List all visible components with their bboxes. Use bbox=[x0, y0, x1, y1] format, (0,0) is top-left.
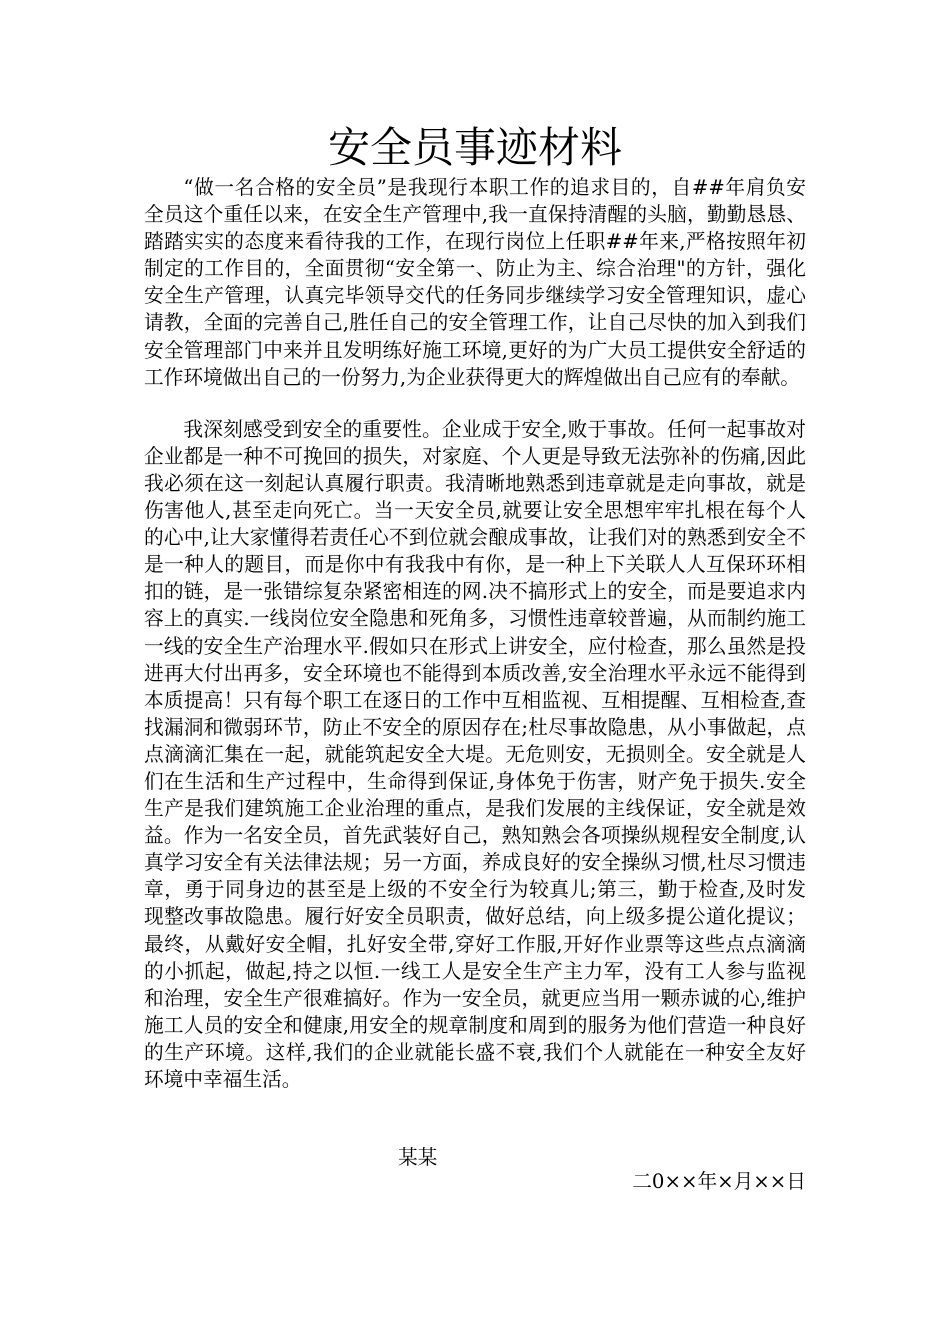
paragraph-2: 我深刻感受到安全的重要性。企业成于安全,败于事故。任何一起事故对企业都是一种不可挽回的损失，对家庭、个人更是导致无法弥补的伤痛,因此我必须在这一刻起认真履行职责。我清晰地熟悉到违章就是走向事故，就是伤害他人,甚至走向死亡。当一天安全员,就要让安全思想牢牢扎根在每个人的心中,让大家懂得若责任心不到位就会酿成事故，让我们对的熟悉到安全不是一种人的题目，而是你中有我我中有你，是一种上下关联人人互保环环相扣的链，是一张错综复杂紧密相连的网.决不搞形式上的安全，而是要追求内容上的真实.一线岗位安全隐患和死角多，习惯性违章较普遍，从而制约施工一线的安全生产治理水平.假如只在形式上讲安全，应付检查，那么虽然是投进再大付出再多，安全环境也不能得到本质改善,安全治理水平永远不能得到本质提高！只有每个职工在逐日的工作中互相监视、互相提醒、互相检查,查找漏洞和微弱环节，防止不安全的原因存在;杜尽事故隐患，从小事做起，点点滴滴汇集在一起，就能筑起安全大堤。无危则安，无损则全。安全就是人们在生活和生产过程中，生命得到保证,身体免于伤害，财产免于损失.安全生产是我们建筑施工企业治理的重点，是我们发展的主线保证，安全就是效益。作为一名安全员，首先武装好自己，熟知熟会各项操纵规程安全制度,认真学习安全有关法律法规；另一方面，养成良好的安全操纵习惯,杜尽习惯违章，勇于同身边的甚至是上级的不安全行为较真儿;第三，勤于检查,及时发现整改事故隐患。履行好安全员职责，做好总结，向上级多提公道化提议；最终，从戴好安全帽，扎好安全带,穿好工作服,开好作业票等这些点点滴滴的小抓起，做起,持之以恒.一线工人是安全生产主力军，没有工人参与监视和治理，安全生产很难搞好。作为一安全员，就更应当用一颗赤诚的心,维护施工人员的安全和健康,用安全的规章制度和周到的服务为他们营造一种良好的生产环境。这样,我们的企业就能长盛不衰,我们个人就能在一种安全友好环境中幸福生活。 bbox=[144, 417, 806, 1091]
document-body bbox=[144, 174, 806, 1093]
author-signature: 某某 bbox=[398, 1146, 438, 1169]
paragraph-1: “做一名合格的安全员”是我现行本职工作的追求目的，自##年肩负安全员这个重任以来，在安全生产管理中,我一直保持清醒的头脑，勤勤恳恳、踏踏实实的态度来看待我的工作，在现行岗位上任职##年来,严格按照年初制定的工作目的，全面贯彻“安全第一、防止为主、综合治理"的方针，强化安全生产管理，认真完毕领导交代的任务同步继续学习安全管理知识，虚心请教，全面的完善自己,胜任自己的安全管理工作，让自己尽快的加入到我们安全管理部门中来并且发明练好施工环境,更好的为广大员工提供安全舒适的工作环境做出自己的一份努力,为企业获得更大的辉煌做出自己应有的奉献。 bbox=[144, 176, 806, 389]
document-date: 二0××年×月××日 bbox=[632, 1170, 806, 1193]
document-title: 安全员事迹材料 bbox=[327, 123, 622, 172]
